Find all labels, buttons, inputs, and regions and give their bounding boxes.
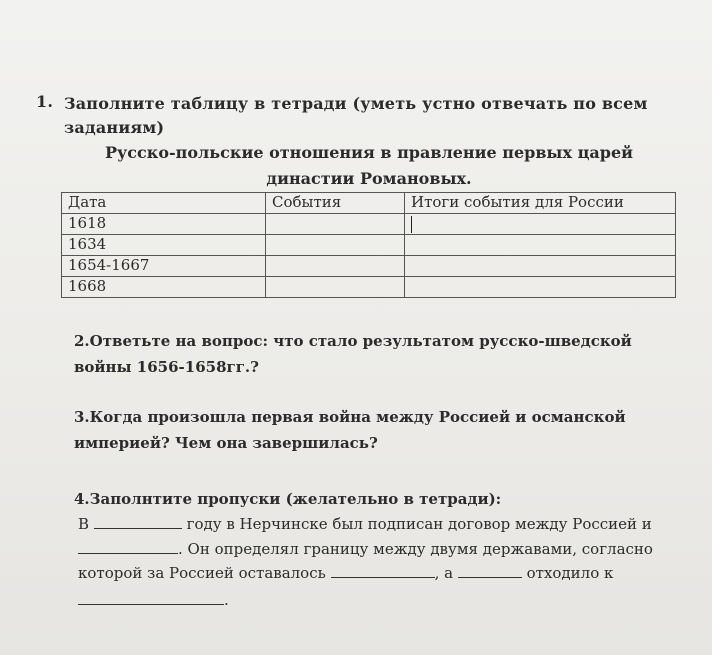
- fill-text: отходило к: [526, 564, 614, 582]
- events-table: [61, 192, 676, 298]
- table-header-row: [62, 193, 676, 214]
- fill-text: . Он определял границу между двумя державами, согласно: [178, 540, 653, 558]
- table-title: Русско-польские отношения в правление первых царей династии Романовых.: [105, 143, 633, 188]
- fill-line-4: [78, 588, 229, 612]
- table-row: [62, 256, 676, 277]
- blank-country[interactable]: [78, 539, 178, 554]
- blank-territory-other[interactable]: [458, 563, 522, 578]
- cell-event[interactable]: [266, 277, 405, 298]
- question-4-title: 4.Заполнтите пропуски (желательно в тетради):: [74, 490, 502, 508]
- question-1-number: 1.: [36, 92, 54, 111]
- fill-text: .: [224, 591, 229, 609]
- cell-result[interactable]: [405, 256, 676, 277]
- cell-event[interactable]: [266, 235, 405, 256]
- table-row: [62, 214, 676, 235]
- question-3: 3.Когда произошла первая война между Россией и османской империей? Чем она завершилась?: [74, 408, 626, 452]
- header-results: Итоги события для России: [405, 193, 676, 214]
- cell-date: 1654-1667: [62, 256, 266, 277]
- header-date: Дата: [62, 193, 266, 214]
- fill-line-2: [78, 537, 653, 561]
- blank-territory-russia[interactable]: [331, 563, 435, 578]
- header-events: События: [266, 193, 405, 214]
- fill-line-1: [78, 512, 652, 536]
- cell-date: 1618: [62, 214, 266, 235]
- table-row: [62, 235, 676, 256]
- table-row: [62, 277, 676, 298]
- blank-year[interactable]: [94, 514, 182, 529]
- fill-text: , а: [434, 564, 454, 582]
- cell-date: 1668: [62, 277, 266, 298]
- cell-event[interactable]: [266, 256, 405, 277]
- cell-result[interactable]: [405, 235, 676, 256]
- question-1-text: Заполните таблицу в тетради (уметь устно отвечать по всем заданиям): [64, 94, 648, 137]
- cell-result[interactable]: [405, 277, 676, 298]
- blank-recipient[interactable]: [78, 590, 224, 605]
- cell-date: 1634: [62, 235, 266, 256]
- fill-text: которой за Россией оставалось: [78, 564, 326, 582]
- fill-text: В: [78, 515, 90, 533]
- fill-line-3: [78, 561, 613, 585]
- fill-text: году в Нерчинске был подписан договор между Россией и: [186, 515, 652, 533]
- question-2: 2.Ответьте на вопрос: что стало результатом русско-шведской войны 1656-1658гг.?: [74, 332, 632, 376]
- text-cursor: [411, 216, 412, 233]
- cell-result[interactable]: [405, 214, 676, 235]
- cell-event[interactable]: [266, 214, 405, 235]
